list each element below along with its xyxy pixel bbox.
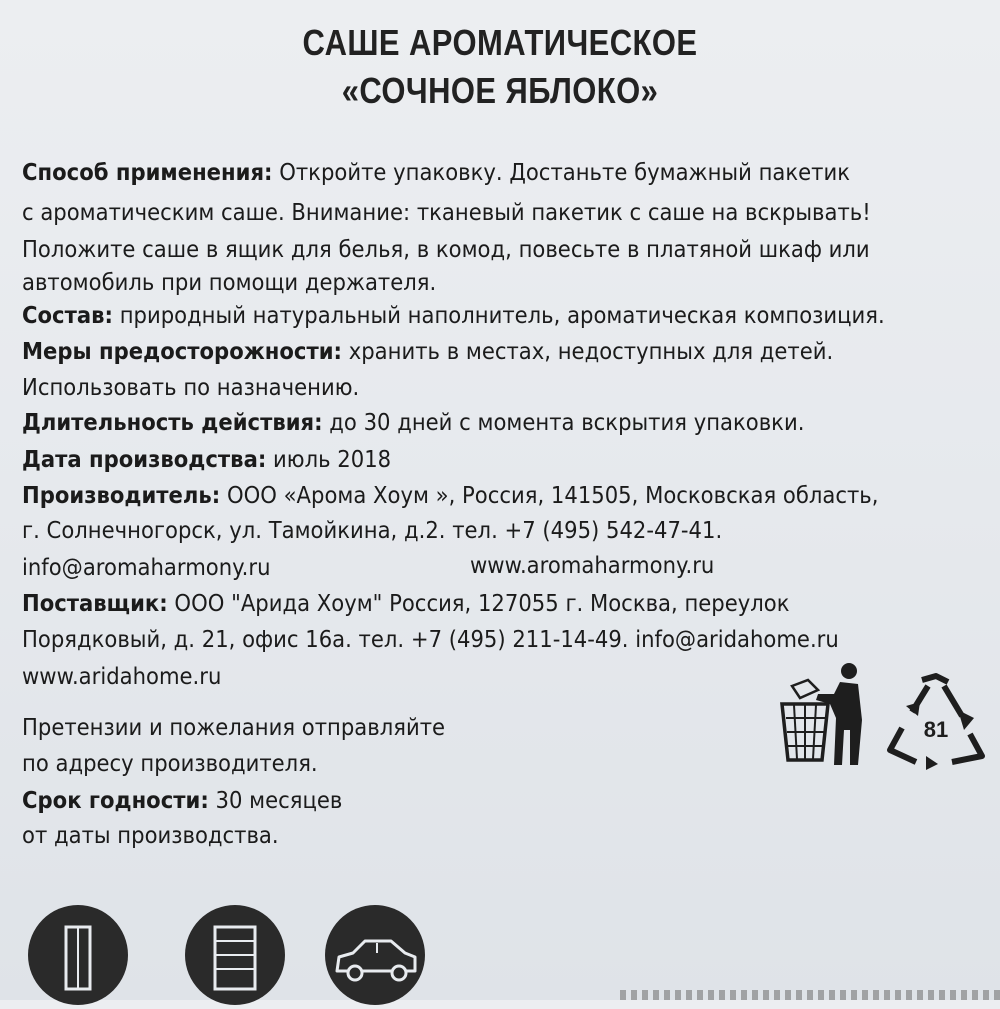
shelf-life-text: 30 месяцев (208, 786, 343, 814)
precautions-line1 (22, 336, 833, 366)
recycle-triangle-icon (882, 672, 990, 772)
usage-line3: Положите саше в ящик для белья, в комод, повесьте в платяной шкаф или (22, 235, 870, 263)
production-date-text: июль 2018 (266, 445, 392, 473)
shelf-life-line1 (22, 785, 342, 815)
claims-line2: по адресу производителя. (22, 749, 318, 777)
car-icon (325, 905, 425, 1005)
supplier-label: Поставщик: (22, 589, 168, 617)
usage-text: Откройте упаковку. Достаньте бумажный пакетик (272, 158, 851, 186)
manufacturer-line2: г. Солнечногорск, ул. Тамойкина, д.2. тел. +7 (495) 542-47-41. (22, 516, 723, 544)
precautions-label: Меры предосторожности: (22, 337, 342, 365)
composition-label: Состав: (22, 301, 113, 329)
duration-text: до 30 дней с момента вскрытия упаковки. (322, 408, 805, 436)
precautions-line2: Использовать по назначению. (22, 373, 360, 401)
recycle-code: 81 (923, 717, 949, 742)
wardrobe-icon (28, 905, 128, 1005)
shelf-life-line2: от даты производства. (22, 821, 279, 849)
production-date-line (22, 444, 391, 474)
claims-line1: Претензии и пожелания отправляйте (22, 713, 446, 741)
composition-line (22, 300, 885, 330)
manufacturer-email: info@aromaharmony.ru (22, 553, 271, 581)
supplier-text: ООО "Арида Хоум" Россия, 127055 г. Москва, переулок (167, 589, 790, 617)
duration-line (22, 407, 804, 437)
chest-of-drawers-icon (185, 905, 285, 1005)
product-title-line1: САШЕ АРОМАТИЧЕСКОЕ (302, 22, 698, 63)
supplier-line1 (22, 588, 789, 618)
supplier-website: www.aridahome.ru (22, 662, 222, 690)
manufacturer-line1 (22, 480, 878, 510)
usage-line1 (22, 157, 850, 187)
manufacturer-text: ООО «Арома Хоум », Россия, 141505, Московская область, (220, 481, 879, 509)
dispose-in-bin-icon (778, 660, 870, 770)
usage-line4: автомобиль при помощи держателя. (22, 268, 437, 296)
composition-text: природный натуральный наполнитель, ароматическая композиция. (112, 301, 885, 329)
supplier-line2: Порядковый, д. 21, офис 16а. тел. +7 (495) 211-14-49. info@aridahome.ru (22, 625, 839, 653)
usage-label: Способ применения: (22, 158, 273, 186)
manufacturer-website: www.aromaharmony.ru (470, 551, 715, 579)
cut-off-text-fragment (620, 990, 1000, 1000)
product-title-line2: «СОЧНОЕ ЯБЛОКО» (341, 70, 659, 111)
manufacturer-label: Производитель: (22, 481, 221, 509)
precautions-text: хранить в местах, недоступных для детей. (341, 337, 834, 365)
duration-label: Длительность действия: (22, 408, 323, 436)
shelf-life-label: Срок годности: (22, 786, 209, 814)
production-date-label: Дата производства: (22, 445, 267, 473)
usage-line2: с ароматическим саше. Внимание: тканевый пакетик с саше на вскрывать! (22, 198, 871, 226)
